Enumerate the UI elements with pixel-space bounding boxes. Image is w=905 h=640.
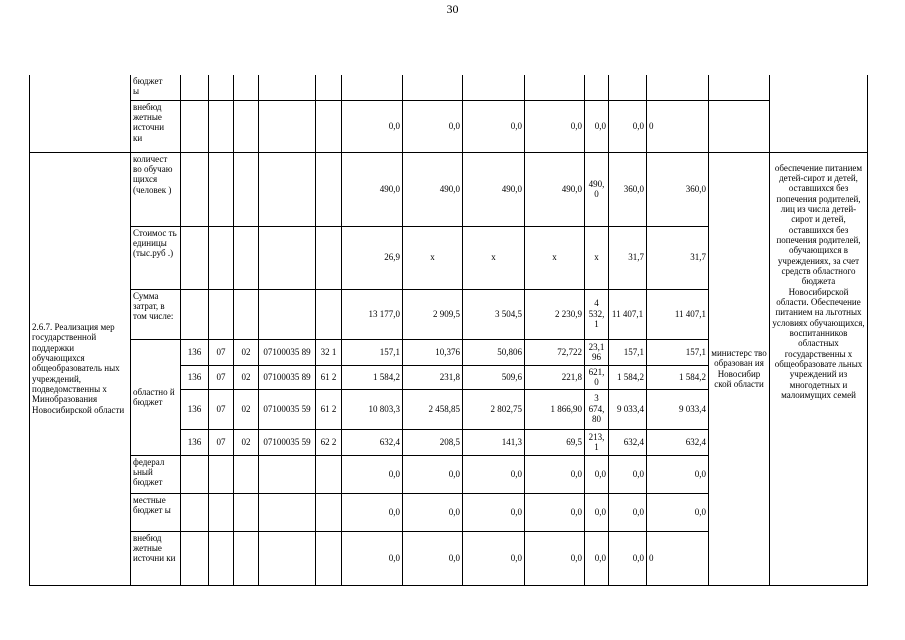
indicator-label: Сумма затрат, в том числе: [131,289,181,339]
value-cell: 0,0 [342,493,403,531]
code-cell: 02 [234,339,259,365]
value-cell: 490,0 [525,152,585,226]
value-cell: 11 407,1 [647,289,709,339]
value-cell: 0,0 [403,493,463,531]
value-cell: 0,0 [609,100,647,152]
value-cell: 0,0 [525,100,585,152]
code-cell: 07100035 59 [259,389,316,429]
value-cell: 141,3 [463,429,525,455]
value-cell: 0,0 [647,455,709,493]
value-cell: 0,0 [403,531,463,585]
value-cell: 0,0 [342,531,403,585]
code-cell: 136 [181,429,209,455]
value-cell: 621, 0 [585,365,609,389]
value-cell: 360,0 [647,152,709,226]
value-cell: 31,7 [647,226,709,289]
value-cell: 31,7 [609,226,647,289]
value-cell: 632,4 [647,429,709,455]
code-cell: 07 [209,429,234,455]
measure-name: 2.6.7. Реализация мер государственной поддержки обучающихся общеобразователь ных учреждений, подведомственны х Минобразования Новосибирской области [30,152,131,585]
value-cell: 0,0 [525,493,585,531]
code-cell: 02 [234,389,259,429]
code-cell: 07100035 59 [259,429,316,455]
value-cell: 0,0 [585,100,609,152]
table-row [30,100,868,152]
value-cell: 0,0 [463,493,525,531]
value-cell: 0,0 [647,493,709,531]
value-cell: 213, 1 [585,429,609,455]
source-label: внебюд жетные источни ки [131,531,181,585]
value-cell: 0,0 [403,100,463,152]
value-cell: 0,0 [609,455,647,493]
code-cell: 136 [181,339,209,365]
value-cell: 2 909,5 [403,289,463,339]
code-cell: 32 1 [316,339,342,365]
value-cell: 72,722 [525,339,585,365]
indicator-label: Стоимос ть единицы (тыс.руб .) [131,226,181,289]
page-number: 30 [446,2,459,16]
value-cell: 1 584,2 [647,365,709,389]
value-cell: х [525,226,585,289]
value-cell: 0,0 [342,455,403,493]
expected-result: обеспечение питанием детей-сирот и детей, оставшихся без попечения родителей, лиц из числа детей-сирот и детей, оставшихся без попечения родителей, обучающихся в учреждениях, за счет средств областного бюджета Новосибирской области. Обеспечение питанием на льготных условиях обучающихся, воспитанников областных государственны х общеобразовате льных учреждений из многодетных и малоимущих семей [770,152,868,585]
value-cell: 0,0 [463,531,525,585]
value-cell: 0,0 [463,100,525,152]
code-cell: 07 [209,339,234,365]
value-cell: 490,0 [403,152,463,226]
code-cell: 136 [181,365,209,389]
value-cell: 2 802,75 [463,389,525,429]
value-cell: 11 407,1 [609,289,647,339]
value-cell: 0,0 [585,455,609,493]
value-cell: х [585,226,609,289]
regional-budget-label: областно й бюджет [131,339,181,455]
code-cell: 07100035 89 [259,365,316,389]
code-cell: 07 [209,365,234,389]
table-row [30,75,868,100]
value-cell: 509,6 [463,365,525,389]
value-cell: 0,0 [463,455,525,493]
value-cell: 26,9 [342,226,403,289]
budget-table [29,75,868,586]
value-cell: 1 584,2 [609,365,647,389]
value-cell: 3 504,5 [463,289,525,339]
value-cell: 1 866,90 [525,389,585,429]
code-cell: 136 [181,389,209,429]
value-cell: 208,5 [403,429,463,455]
value-cell: х [463,226,525,289]
code-cell: 07100035 89 [259,339,316,365]
source-label: внебюд жетные источни ки [131,100,181,152]
value-cell: 2 458,85 [403,389,463,429]
value-cell: 4 532, 1 [585,289,609,339]
value-cell: 9 033,4 [609,389,647,429]
value-cell: 0,0 [585,493,609,531]
value-cell: 9 033,4 [647,389,709,429]
code-cell: 61 2 [316,389,342,429]
value-cell: 50,806 [463,339,525,365]
value-cell: 490,0 [342,152,403,226]
value-cell: 157,1 [609,339,647,365]
code-cell: 07 [209,389,234,429]
table-row [30,152,868,226]
value-cell: 1 584,2 [342,365,403,389]
value-cell: 0 [647,531,709,585]
indicator-label: количест во обучаю щихся (человек ) [131,152,181,226]
code-cell: 02 [234,365,259,389]
value-cell: 157,1 [342,339,403,365]
value-cell: 0,0 [585,531,609,585]
value-cell: 157,1 [647,339,709,365]
value-cell: 632,4 [609,429,647,455]
source-label: федерал ьный бюджет [131,455,181,493]
value-cell: 0,0 [609,531,647,585]
code-cell: 61 2 [316,365,342,389]
code-cell: 02 [234,429,259,455]
source-label: бюджет ы [131,75,181,100]
value-cell: 0,0 [525,531,585,585]
value-cell: 231,8 [403,365,463,389]
value-cell: 0,0 [525,455,585,493]
value-cell: 360,0 [609,152,647,226]
value-cell: 10 803,3 [342,389,403,429]
value-cell: 0 [647,100,709,152]
value-cell: 10,376 [403,339,463,365]
value-cell: 2 230,9 [525,289,585,339]
value-cell: 23,1 96 [585,339,609,365]
value-cell: 632,4 [342,429,403,455]
value-cell: 13 177,0 [342,289,403,339]
value-cell: 69,5 [525,429,585,455]
value-cell: 0,0 [609,493,647,531]
value-cell: 221,8 [525,365,585,389]
code-cell: 62 2 [316,429,342,455]
value-cell: 490,0 [463,152,525,226]
value-cell: 0,0 [403,455,463,493]
value-cell: 0,0 [342,100,403,152]
source-label: местные бюджет ы [131,493,181,531]
value-cell: х [403,226,463,289]
executor: министерс тво образован ия Новосибир ской области [709,152,770,585]
value-cell: 490, 0 [585,152,609,226]
value-cell: 3 674, 80 [585,389,609,429]
